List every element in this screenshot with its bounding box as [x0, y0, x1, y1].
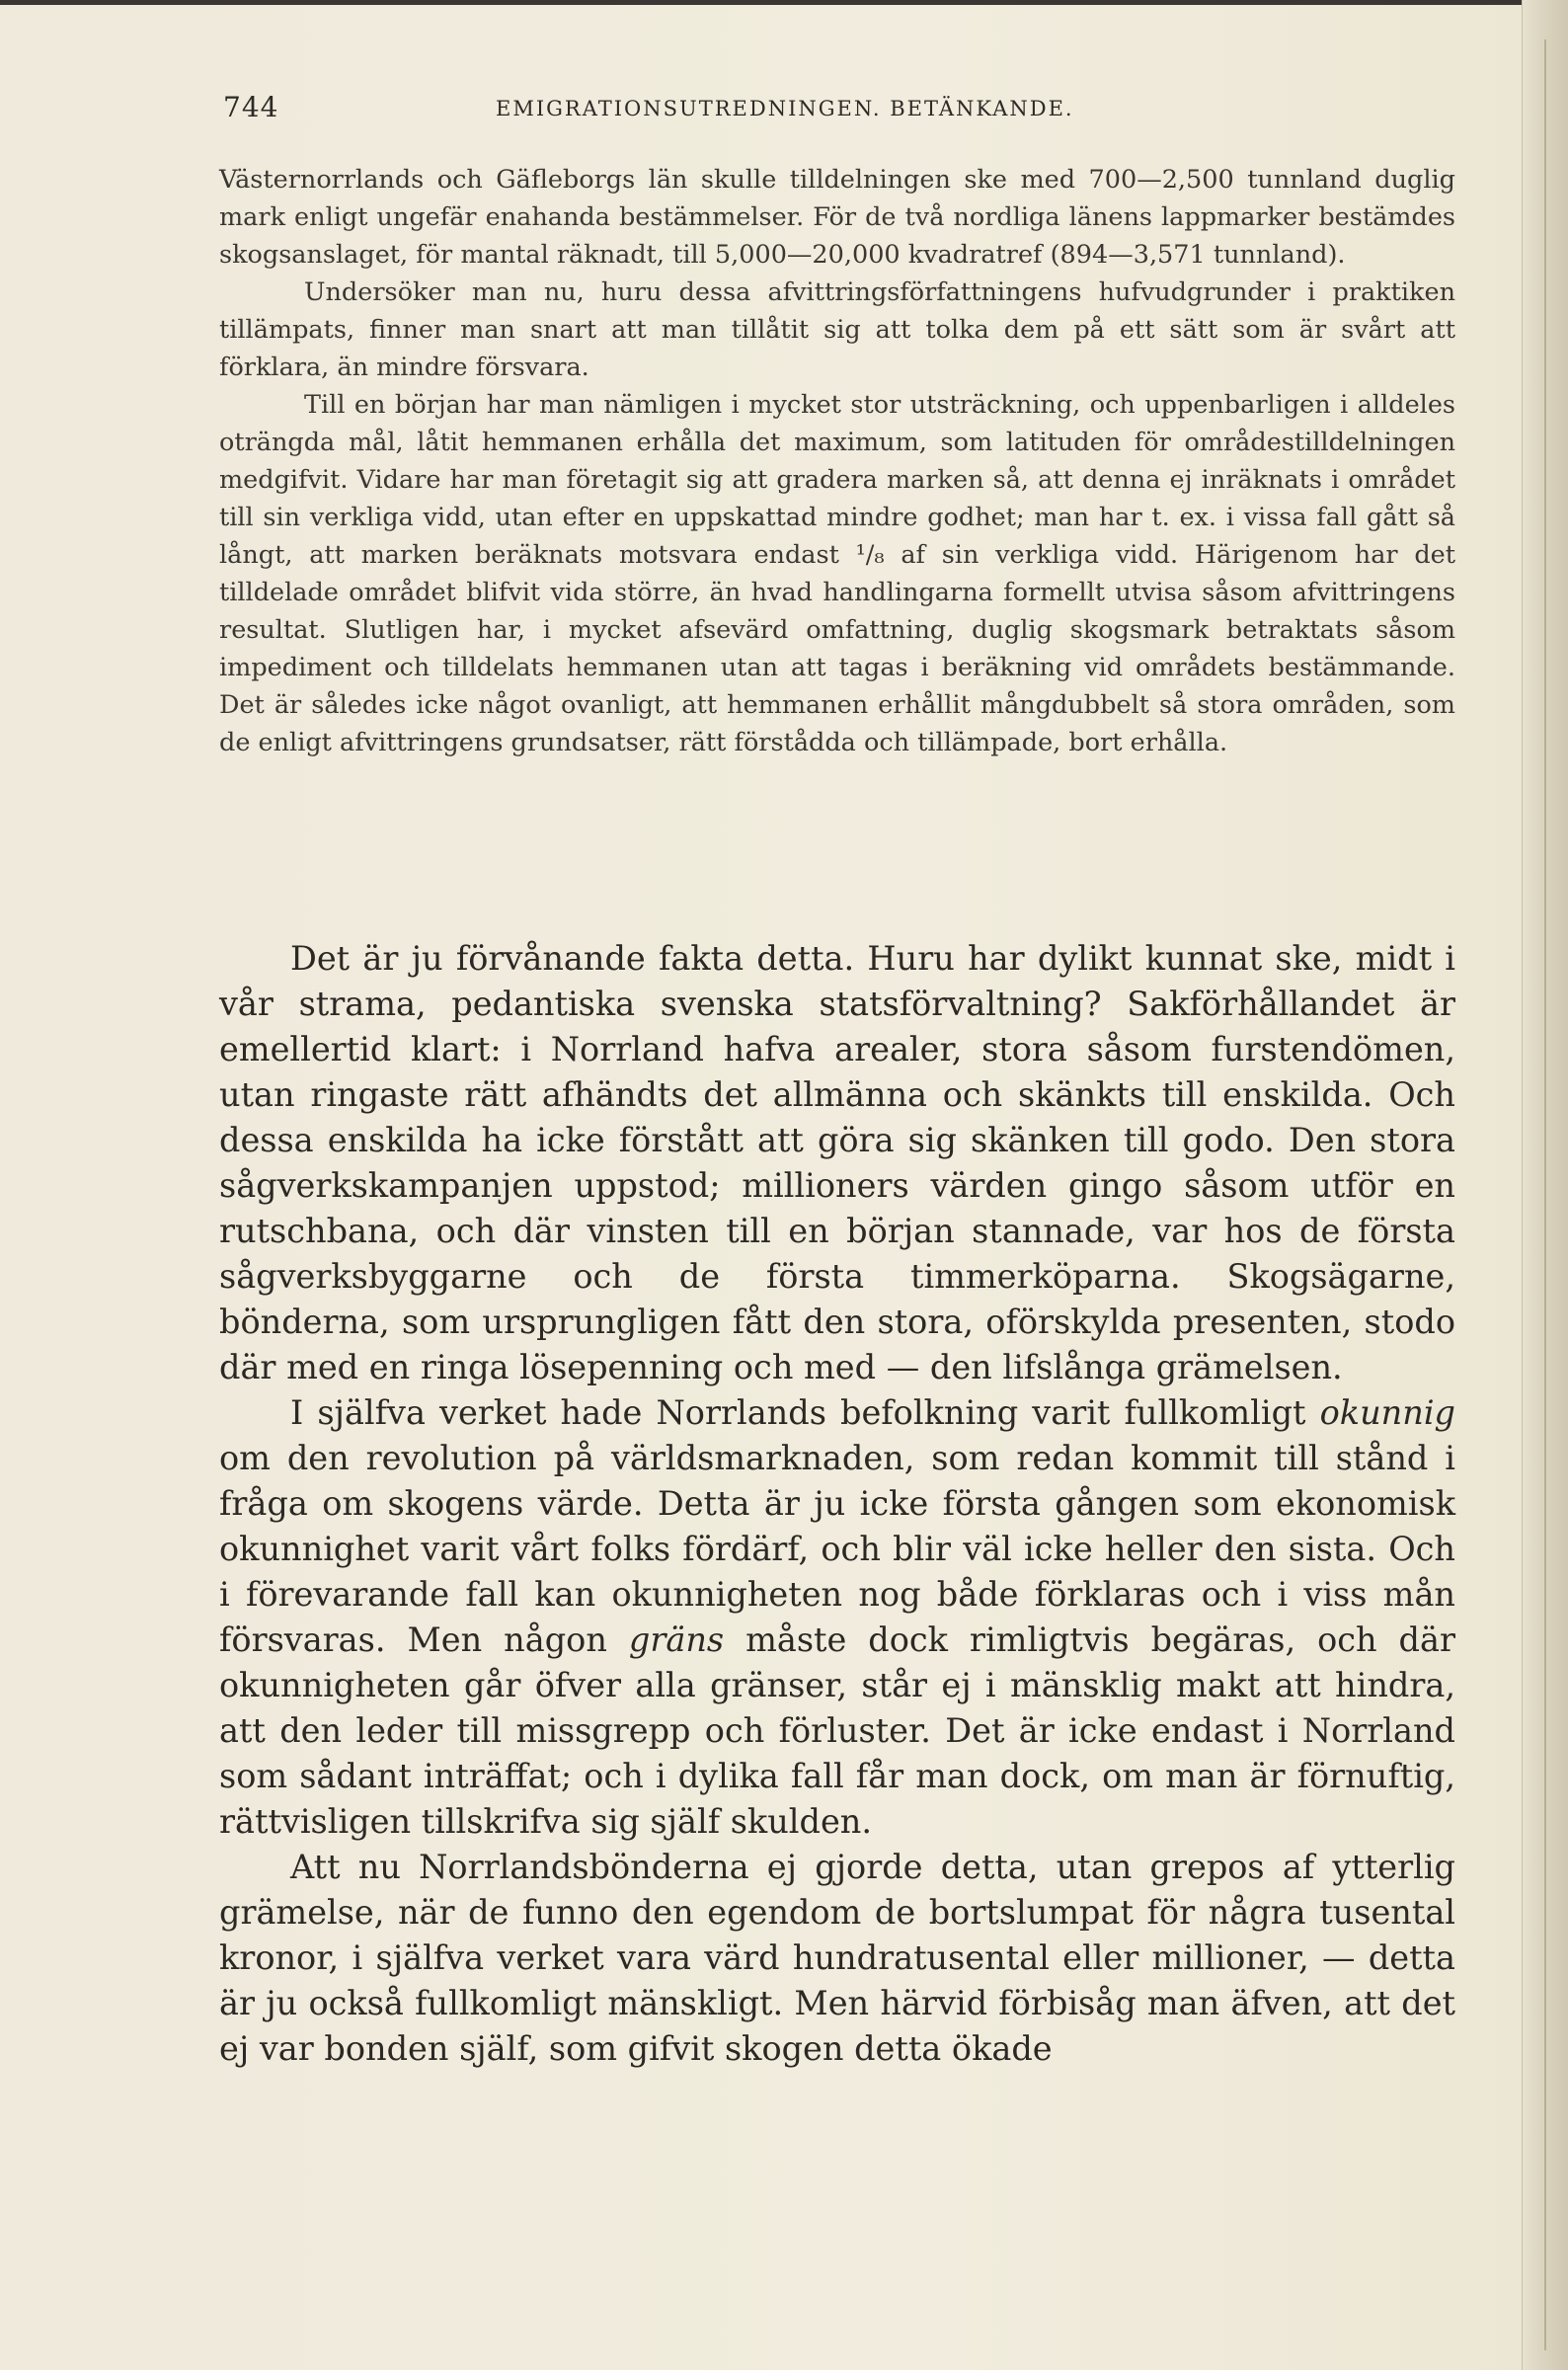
page-edge	[1522, 0, 1568, 2370]
small-paragraph-3: Till en början har man nämligen i mycket stor utsträckning, och uppenbarligen i alldeles oträngda mål, låtit hemmanen erhålla det maximum, som latituden för områdestilldelningen medgifvit. Vidare har man företagit sig att gradera marken så, att denna ej inräknats i området till sin verkliga vidd, utan efter en uppskattad mindre godhet; man har t. ex. i vissa fall gått så långt, att marken beräknats motsvara endast ¹/₈ af sin verkliga vidd. Härigenom har det tilldelade området blifvit vida större, än hvad handlingarna formellt utvisa såsom afvittringens resultat. Slutligen har, i mycket afsevärd omfattning, duglig skogsmark betraktats såsom impediment och tilldelats hemmanen utan att tagas i beräkning vid områdets bestämmande. Det är således icke något ovanligt, att hemmanen erhållit mångdubbelt så stora områden, som de enligt afvittringens grundsatser, rätt förstådda och tillämpade, bort erhålla.	[219, 390, 1455, 757]
page-edge-line	[1544, 40, 1546, 2350]
small-print-section	[219, 161, 1455, 761]
large-paragraph-2	[219, 1390, 1455, 1845]
main-text-section	[219, 936, 1455, 2072]
paragraph-2-text-c: måste dock rimligtvis begäras, och där okunnigheten går öfver alla gränser, står ej i mänsklig makt att hindra, att den leder till missgrepp och förluster. Det är icke endast i Norrland som sådant inträffat; och i dylika fall får man dock, om man är förnuftig, rättvisligen tillskrifva sig själf skulden.	[219, 1620, 1455, 1841]
emphasis-okunnig: okunnig	[1319, 1393, 1455, 1432]
large-paragraph-1: Det är ju förvånande fakta detta. Huru har dylikt kunnat ske, midt i vår strama, pedantiska svenska statsförvaltning? Sakförhållandet är emellertid klart: i Norrland hafva arealer, stora såsom furstendömen, utan ringaste rätt afhändts det allmänna och skänkts till enskilda. Och dessa enskilda ha icke förstått att göra sig skänken till godo. Den stora sågverkskampanjen uppstod; millioners värden gingo såsom utför en rutschbana, och där vinsten till en början stannade, var hos de första sågverksbyggarne och de första timmerköparna. Skogsägarne, bönderna, som ursprungligen fått den stora, oförskylda presenten, stodo där med en ringa lösepenning och med — den lifslånga grämelsen.	[219, 939, 1455, 1386]
page-header	[219, 91, 1463, 130]
large-paragraph-3: Att nu Norrlandsbönderna ej gjorde detta, utan grepos af ytterlig grämelse, när de funno den egendom de bortslumpat för några tusental kronor, i själfva verket vara värd hundratusental eller millioner, — detta är ju också fullkomligt mänskligt. Men härvid förbisåg man äfven, att det ej var bonden själf, som gifvit skogen detta ökade	[219, 1848, 1455, 2068]
paragraph-2-text-a: I själfva verket hade Norrlands befolkning varit fullkomligt	[290, 1393, 1306, 1432]
emphasis-grans: gräns	[628, 1620, 725, 1659]
small-paragraph-1: Västernorrlands och Gäfleborgs län skulle tilldelningen ske med 700—2,500 tunnland duglig mark enligt ungefär enahanda bestämmelser. För de två nordliga länens lappmarker bestämdes skogsanslaget, för mantal räknadt, till 5,000—20,000 kvadratref (894—3,571 tunnland).	[219, 165, 1455, 270]
paragraph-2-text-b: om den revolution på världsmarknaden, som redan kommit till stånd i fråga om skogens värde. Detta är ju icke första gången som ekonomisk okunnighet varit vårt folks fördärf, och blir väl icke heller den sista. Och i förevarande fall kan okunnigheten nog både förklaras och i viss mån försvaras. Men någon	[219, 1439, 1455, 1659]
top-border	[0, 0, 1568, 5]
page-number: 744	[223, 91, 279, 123]
running-head: EMIGRATIONSUTREDNINGEN. BETÄNKANDE.	[496, 97, 1074, 120]
small-paragraph-2: Undersöker man nu, huru dessa afvittringsförfattningens hufvudgrunder i praktiken tillämpats, finner man snart att man tillåtit sig att tolka dem på ett sätt som är svårt att förklara, än mindre försvara.	[219, 277, 1455, 382]
